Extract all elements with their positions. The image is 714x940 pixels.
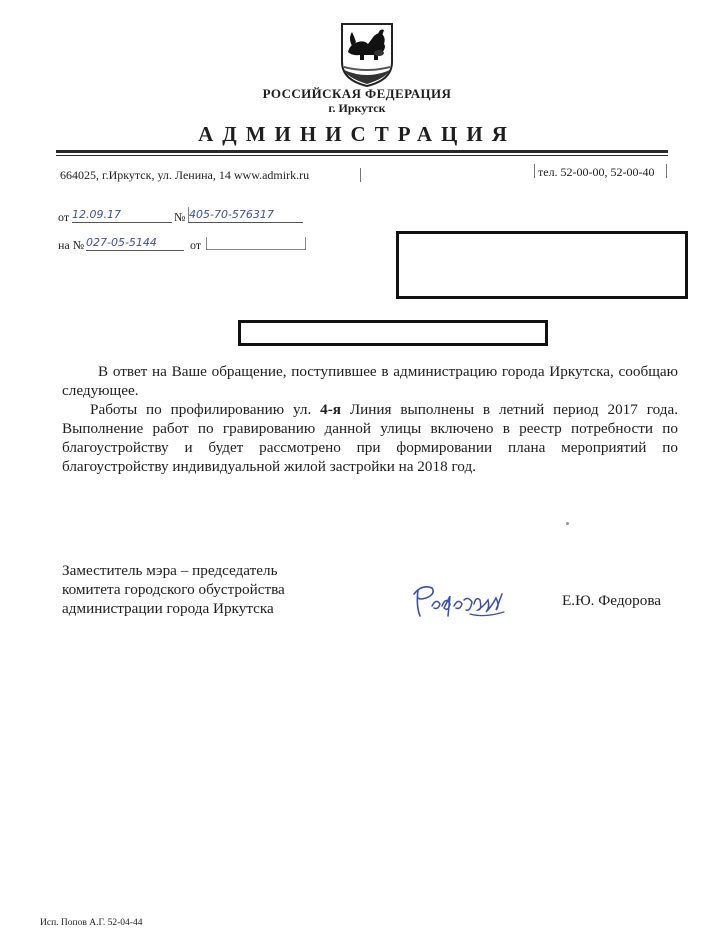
- date-field[interactable]: 12.09.17: [72, 207, 172, 223]
- number-label: №: [174, 210, 186, 224]
- reference-label: на №: [58, 238, 85, 252]
- body-paragraph-2: Работы по профилированию ул. 4-я Линия выполнены в летний период 2017 года. Выполнение работ по гравированию данной улицы включено в реестр потребности по благоустройству и будет рассмотрено при формировании плана мероприятий по благоустройству индивидуальной жилой застройки на 2018 год.: [62, 401, 678, 475]
- address-line: 664025, г.Иркутск, ул. Ленина, 14 www.admirk.ru: [60, 168, 310, 182]
- divider-tick: [360, 168, 361, 182]
- city-name: г. Иркутск: [328, 101, 386, 115]
- phone-line: тел. 52-00-00, 52-00-40: [538, 165, 655, 179]
- handwritten-signature: [410, 576, 514, 624]
- header-rule-thin: [56, 155, 668, 156]
- reference-date-field[interactable]: [206, 237, 306, 250]
- executor-note: Исп. Попов А.Г. 52-04-44: [40, 918, 143, 928]
- organization-title: АДМИНИСТРАЦИЯ: [198, 122, 516, 146]
- reference-field[interactable]: 027-05-5144: [86, 235, 184, 251]
- country-name: РОССИЙСКАЯ ФЕДЕРАЦИЯ: [262, 86, 452, 101]
- divider-tick: [666, 164, 667, 178]
- scan-speck: [566, 522, 569, 525]
- signatory-name: Е.Ю. Федорова: [562, 592, 662, 609]
- recipient-redaction-box: [396, 231, 688, 299]
- salutation-redaction-box: [238, 320, 548, 346]
- coat-of-arms-emblem: [338, 22, 396, 88]
- reference-date-label: от: [190, 238, 202, 252]
- header-rule-thick: [56, 150, 668, 153]
- divider-tick: [534, 164, 535, 178]
- number-field[interactable]: 405-70-576317: [188, 207, 303, 223]
- date-label: от: [58, 210, 70, 224]
- body-paragraph-1: В ответ на Ваше обращение, поступившее в администрацию города Иркутска, сообщаю следующее.: [62, 363, 678, 399]
- signatory-title: Заместитель мэра – председатель комитета городского обустройства администрации города Иркутска: [62, 562, 285, 617]
